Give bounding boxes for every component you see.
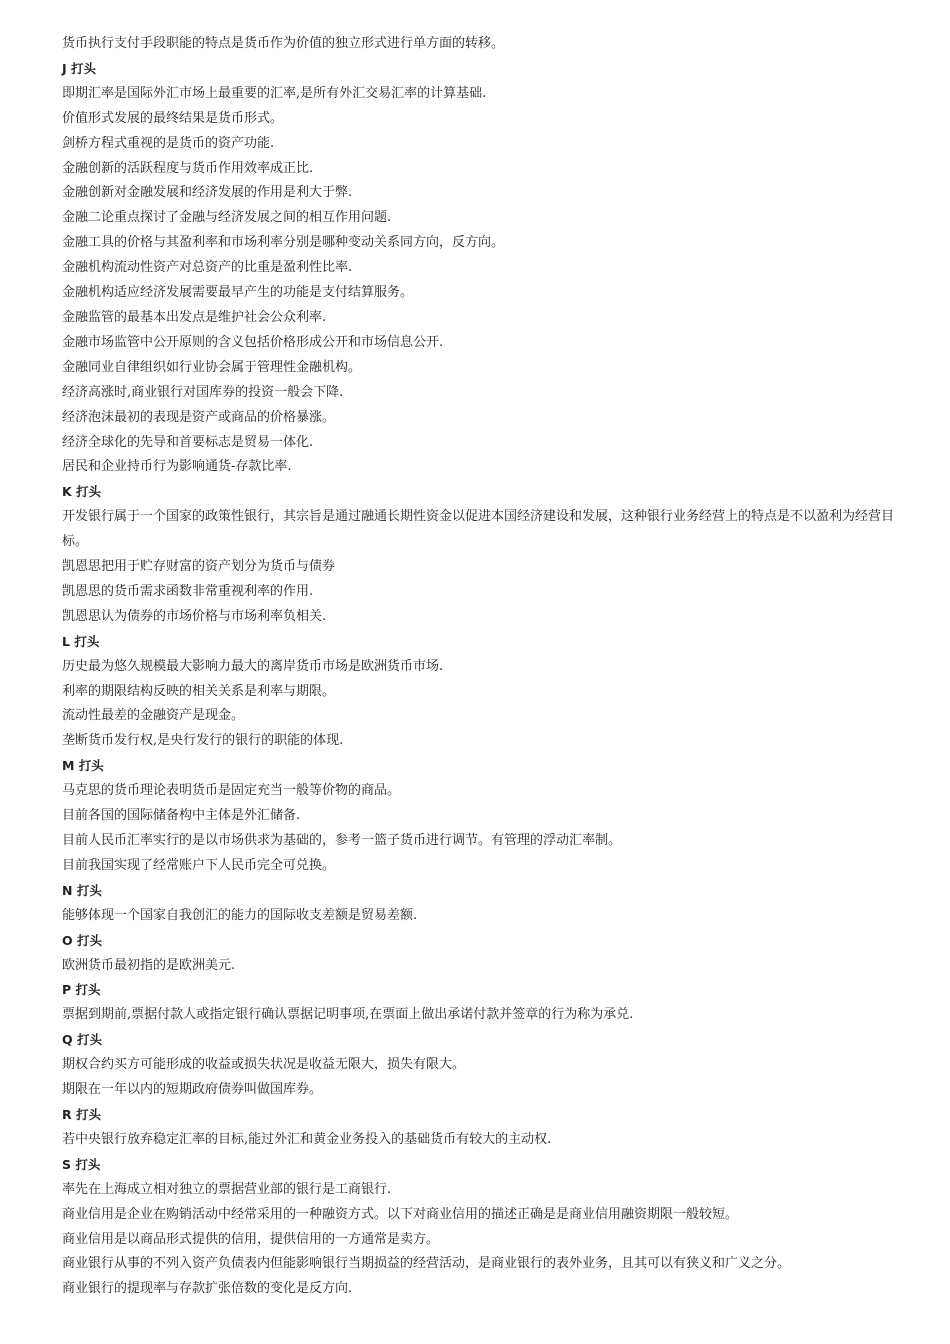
section-heading: R 打头: [62, 1106, 101, 1122]
text-line: 金融工具的价格与其盈利率和市场利率分别是哪种变动关系同方向，反方向。: [62, 235, 505, 251]
text-line: 金融监管的最基本出发点是维护社会公众利率.: [62, 309, 327, 325]
document-page: [62, 32, 914, 1302]
text-line: 金融机构适应经济发展需要最早产生的功能是支付结算服务。: [62, 285, 414, 301]
text-line: 期权合约买方可能形成的收益或损失状况是收益无限大，损失有限大。: [62, 1057, 466, 1073]
text-line: 金融同业自律组织如行业协会属于管理性金融机构。: [62, 359, 362, 375]
text-line: 价值形式发展的最终结果是货币形式。: [62, 110, 284, 126]
text-line: 票据到期前,票据付款人或指定银行确认票据记明事项,在票面上做出承诺付款并签章的行为称为承兑.: [62, 1007, 634, 1023]
text-line: 商业信用是以商品形式提供的信用，提供信用的一方通常是卖方。: [62, 1231, 440, 1247]
section-heading: P 打头: [62, 982, 101, 998]
text-line: 历史最为悠久规模最大影响力最大的离岸货币市场是欧洲货币市场.: [62, 658, 444, 674]
text-line: 商业银行从事的不列入资产负债表内但能影响银行当期损益的经营活动，是商业银行的表外业务，且其可以有狭义和广义之分。: [62, 1256, 791, 1272]
text-line: 商业信用是企业在购销活动中经常采用的一种融资方式。以下对商业信用的描述正确是是商业信用融资期限一般较短。: [62, 1206, 739, 1222]
text-line: 垄断货币发行权,是央行发行的银行的职能的体现.: [62, 733, 344, 749]
text-line: 开发银行属于一个国家的政策性银行，其宗旨是通过融通长期性资金以促进本国经济建设和发展，这种银行业务经营上的特点是不以盈利为经营目标。: [62, 509, 895, 550]
text-line: 居民和企业持币行为影响通货-存款比率.: [62, 459, 292, 475]
text-line: 能够体现一个国家自我创汇的能力的国际收支差额是贸易差额.: [62, 907, 418, 923]
section-heading: O 打头: [62, 932, 102, 948]
section-heading: Q 打头: [62, 1032, 102, 1048]
text-line: 即期汇率是国际外汇市场上最重要的汇率,是所有外汇交易汇率的计算基础.: [62, 85, 487, 101]
section-heading: N 打头: [62, 882, 102, 898]
text-line: 金融创新的活跃程度与货币作用效率成正比.: [62, 160, 314, 176]
text-line: 期限在一年以内的短期政府债券叫做国库券。: [62, 1082, 323, 1098]
text-line: 金融创新对金融发展和经济发展的作用是利大于弊.: [62, 185, 353, 201]
text-line: 凯恩思的货币需求函数非常重视利率的作用.: [62, 583, 314, 599]
document-body: [62, 32, 914, 1302]
text-line: 率先在上海成立相对独立的票据营业部的银行是工商银行.: [62, 1181, 392, 1197]
text-line: 经济全球化的先导和首要标志是贸易一体化.: [62, 434, 314, 450]
section-heading: M 打头: [62, 758, 104, 774]
text-line: 马克思的货币理论表明货币是固定充当一般等价物的商品。: [62, 783, 401, 799]
section-heading: K 打头: [62, 484, 102, 500]
text-line: 金融市场监管中公开原则的含义包括价格形成公开和市场信息公开.: [62, 334, 444, 350]
text-line: 剑桥方程式重视的是货币的资产功能.: [62, 135, 275, 151]
section-heading: J 打头: [62, 60, 97, 76]
text-line: 目前各国的国际储备构中主体是外汇储备.: [62, 808, 301, 824]
text-line: 金融二论重点探讨了金融与经济发展之间的相互作用问题.: [62, 210, 392, 226]
text-line: 金融机构流动性资产对总资产的比重是盈利性比率.: [62, 260, 353, 276]
text-line: 货币执行支付手段职能的特点是货币作为价值的独立形式进行单方面的转移。: [62, 36, 505, 51]
text-line: 欧洲货币最初指的是欧洲美元.: [62, 957, 236, 973]
text-line: 经济泡沫最初的表现是资产或商品的价格暴涨。: [62, 409, 336, 425]
section-heading: L 打头: [62, 633, 100, 649]
text-line: 凯恩思认为债券的市场价格与市场利率负相关.: [62, 608, 327, 624]
text-line: 若中央银行放弃稳定汇率的目标,能过外汇和黄金业务投入的基础货币有较大的主动权.: [62, 1131, 552, 1147]
text-line: 凯恩思把用于贮存财富的资产划分为货币与债券: [62, 559, 336, 575]
text-line: 目前人民币汇率实行的是以市场供求为基础的，参考一篮子货币进行调节。有管理的浮动汇率制。: [62, 833, 622, 848]
text-line: 商业银行的提现率与存款扩张倍数的变化是反方向.: [62, 1281, 353, 1297]
text-line: 经济高涨时,商业银行对国库券的投资一般会下降.: [62, 384, 344, 400]
text-line: 利率的期限结构反映的相关关系是利率与期限。: [62, 683, 336, 699]
text-line: 流动性最差的金融资产是现金。: [62, 708, 245, 724]
text-line: 目前我国实现了经常账户下人民币完全可兑换。: [62, 857, 336, 873]
section-heading: S 打头: [62, 1156, 101, 1172]
